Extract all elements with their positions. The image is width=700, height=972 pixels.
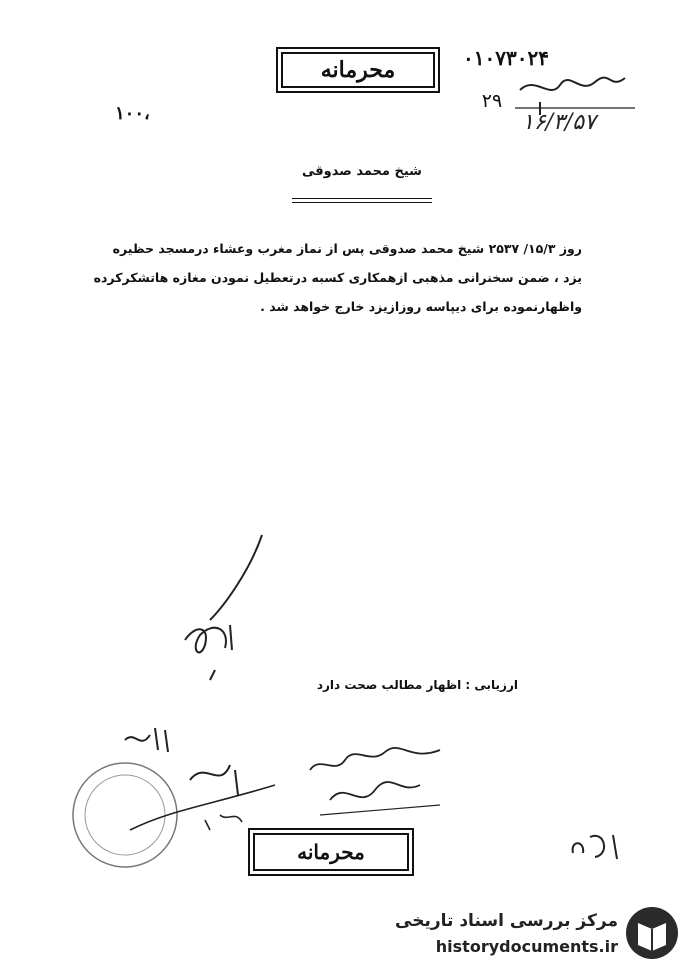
report-body: روز ۱۵/۳/ ۲۵۳۷ شیخ محمد صدوقی پس از نماز مغرب وعشاء درمسجد حظیره یزد ، ضمن سخنرانی مذهبی ازهمکاری کسبه درتعطیل نمودن مغازه هاتشکرکرده واظهارنموده برای دیپاسه روزازیزد خارج خواهد شد . [93,241,582,314]
left-reference-number: ۱۰۰، [115,103,150,124]
signature-scribble-icon [170,530,280,690]
serial-number: ۰۱۰۷۳۰۲۴ [463,46,549,70]
handwritten-mark-icon [565,825,625,865]
subject-title: شیخ محمد صدوقی [302,164,422,179]
classification-stamp-top [276,47,440,93]
subject-underline-double [292,202,432,203]
book-logo-icon [624,905,680,961]
handwritten-initials-icon [110,710,280,840]
subject-block [292,164,432,179]
watermark [380,905,680,963]
handwritten-notes-icon [300,740,450,820]
classification-stamp-bottom [248,828,414,876]
assessment-line: ارزیابی : اظهار مطالب صحت دارد [316,678,518,692]
document-number: ۲۹ [481,90,503,112]
handwritten-date: ۱۶/۳/۵۷ [522,110,596,135]
classification-label-bottom: محرمانه [297,840,365,864]
subject-underline [292,198,432,199]
watermark-url: historydocuments.ir [435,937,618,956]
classification-label: محرمانه [320,57,396,83]
watermark-title: مرکز بررسی اسناد تاریخی [395,911,618,931]
